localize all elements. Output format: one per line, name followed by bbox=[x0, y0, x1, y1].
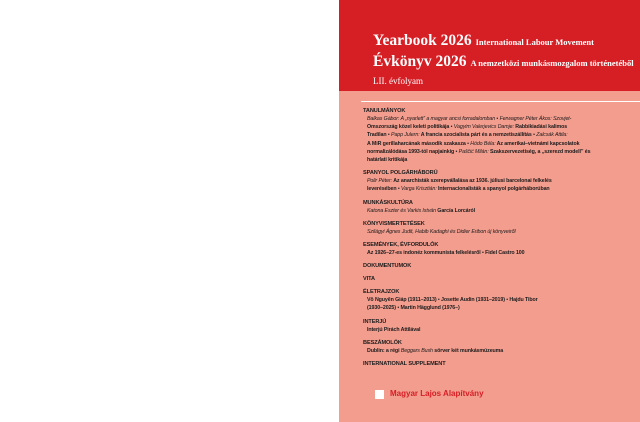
toc-text: Az 1926–27-es indonéz kommunista felkelésről bbox=[367, 250, 481, 257]
title-en: Yearbook 2026 bbox=[373, 32, 472, 49]
toc-line bbox=[367, 131, 638, 139]
section-body bbox=[363, 347, 638, 355]
toc-line bbox=[367, 115, 638, 123]
foundation-logo-icon bbox=[375, 390, 384, 399]
toc-text: Tradilan bbox=[367, 132, 387, 139]
section-title: INTERJÚ bbox=[363, 318, 387, 325]
toc-section-vita bbox=[363, 275, 638, 283]
toc-section-konyvismertetesek bbox=[363, 220, 638, 236]
toc-text: Hajdu Tibor bbox=[509, 297, 538, 304]
toc-section-spanyol bbox=[363, 169, 638, 193]
toc-line bbox=[367, 249, 638, 257]
bullet-separator: • bbox=[395, 305, 401, 312]
toc-line bbox=[367, 347, 638, 355]
toc-text: Vagyim Valerjevics Damje: bbox=[453, 124, 514, 131]
section-body bbox=[363, 177, 638, 193]
section-body bbox=[363, 207, 638, 215]
section-title: BESZÁMOLÓK bbox=[363, 339, 402, 346]
toc-line bbox=[367, 156, 638, 164]
cover-header bbox=[339, 0, 640, 91]
title-hu-line bbox=[373, 53, 634, 71]
section-title: INTERNATIONAL SUPPLEMENT bbox=[363, 361, 446, 368]
toc-text: A francia szocialista párt és a nemzetiszállítás bbox=[419, 132, 532, 139]
toc-line bbox=[367, 326, 638, 334]
toc-text: A MiR gerillaharcának második szakasza bbox=[367, 140, 466, 147]
toc-line bbox=[367, 207, 638, 215]
toc-line bbox=[367, 177, 638, 185]
toc-text: Katona Eszter és Varkis István bbox=[367, 207, 436, 214]
toc-text: Zalcsák Attila: bbox=[536, 132, 568, 139]
section-title: DOKUMENTUMOK bbox=[363, 263, 412, 270]
section-title: SPANYOL POLGÁRHÁBORÚ bbox=[363, 170, 438, 177]
section-title: VITA bbox=[363, 276, 375, 283]
toc-text: Omszország közel keleti politikája bbox=[367, 124, 450, 131]
toc-text: sörver két munkásmúzeuma bbox=[434, 347, 504, 354]
toc-text: Szilágyi Ágnes Judit, Habib Kadaghi és Didier Eribon új könyveiről bbox=[367, 228, 516, 235]
bullet-separator: • bbox=[465, 140, 471, 147]
bullet-separator: • bbox=[480, 250, 486, 257]
section-title: TANULMÁNYOK bbox=[363, 108, 406, 114]
book-cover bbox=[339, 0, 640, 422]
toc-section-beszamolok bbox=[363, 339, 638, 355]
toc-text: Az anarchisták szerepvállalása az 1936. júliusi barcelonai felkelés bbox=[392, 178, 552, 185]
toc-text: Polir Péter: bbox=[367, 178, 393, 185]
toc-line bbox=[367, 296, 638, 304]
subtitle-en: International Labour Movement bbox=[475, 37, 594, 47]
toc-text: Interjú Pirách Attilával bbox=[367, 326, 421, 333]
toc-text: Josette Audin (1931–2019) bbox=[441, 297, 505, 304]
toc-text: Dublin: a régi bbox=[367, 347, 400, 354]
toc-line bbox=[367, 228, 638, 236]
toc-text: Beggars Bush bbox=[399, 347, 435, 354]
section-title: KÖNYVISMERTETÉSEK bbox=[363, 220, 425, 227]
toc-section-tanulmanyok bbox=[363, 107, 638, 164]
toc-text: Balkas Gábor: A „nyarlett” a magyar ancsi forradalomban bbox=[367, 116, 496, 122]
table-of-contents bbox=[363, 107, 638, 373]
toc-text: Az amerikai–vietnámi kapcsolatok bbox=[495, 140, 580, 147]
toc-text: Papp Julern: bbox=[391, 132, 420, 139]
bullet-separator: • bbox=[531, 132, 537, 139]
toc-line bbox=[367, 140, 638, 148]
toc-text: Võ Nguyên Giáp (1911–2013) bbox=[367, 297, 437, 304]
section-body bbox=[363, 228, 638, 236]
bullet-separator: • bbox=[454, 148, 459, 155]
bullet-separator: • bbox=[386, 132, 392, 139]
toc-text: Szakszervezetiség, a „szerezd modell” és bbox=[488, 148, 591, 155]
foundation-name: Magyar Lajos Alapítvány bbox=[390, 389, 484, 398]
toc-text: Paščić Milán: bbox=[458, 148, 489, 155]
toc-line bbox=[367, 148, 638, 156]
toc-section-dokumentumok bbox=[363, 262, 638, 270]
bullet-separator: • bbox=[449, 124, 454, 131]
section-title: ÉLETRAJZOK bbox=[363, 289, 400, 296]
toc-text: García Lorcáról bbox=[435, 207, 475, 214]
title-hu: Évkönyv 2026 bbox=[373, 53, 467, 70]
divider-line bbox=[361, 101, 640, 102]
cover-body bbox=[339, 91, 640, 422]
toc-section-munkaskultura bbox=[363, 199, 638, 215]
bullet-separator: • bbox=[495, 116, 500, 122]
toc-text: Hódo Béla: bbox=[470, 140, 496, 147]
toc-text: leverésében bbox=[367, 186, 397, 193]
section-body bbox=[363, 296, 638, 312]
toc-text: határlati kritikája bbox=[367, 157, 408, 164]
volume-label: LII. évfolyam bbox=[373, 76, 423, 86]
title-en-line bbox=[373, 32, 594, 50]
bullet-separator: • bbox=[396, 186, 402, 193]
toc-text: Fidel Castro 100 bbox=[485, 250, 525, 257]
toc-line bbox=[367, 304, 638, 312]
section-body bbox=[363, 115, 638, 164]
toc-line bbox=[367, 123, 638, 131]
bullet-separator: • bbox=[436, 297, 442, 304]
section-title: MUNKÁSKULTÚRA bbox=[363, 199, 413, 206]
toc-text: Rabbikiadási kalimos bbox=[513, 124, 568, 131]
toc-section-esemenyek bbox=[363, 241, 638, 257]
toc-section-international bbox=[363, 360, 638, 368]
bullet-separator: • bbox=[504, 297, 510, 304]
toc-line bbox=[367, 185, 638, 193]
section-body bbox=[363, 249, 638, 257]
toc-text: Martin Hägglund (1976–) bbox=[400, 305, 460, 312]
toc-text: normalizálódása 1993-tól napjainkig bbox=[367, 148, 455, 155]
toc-text: (1930–2025) bbox=[367, 305, 396, 312]
section-title: ESEMÉNYEK, ÉVFORDULÓK bbox=[363, 242, 439, 249]
subtitle-hu: A nemzetközi munkásmozgalom történetéből bbox=[470, 58, 634, 68]
toc-text: Ferwagner Péter Ákos: Szovjet- bbox=[499, 116, 572, 122]
toc-section-interju bbox=[363, 318, 638, 334]
toc-section-eletrajzok bbox=[363, 288, 638, 312]
toc-text: Internacionalisták a spanyol polgárháborúban bbox=[436, 186, 550, 193]
section-body bbox=[363, 326, 638, 334]
toc-text: Varga Krisztián: bbox=[401, 186, 437, 193]
